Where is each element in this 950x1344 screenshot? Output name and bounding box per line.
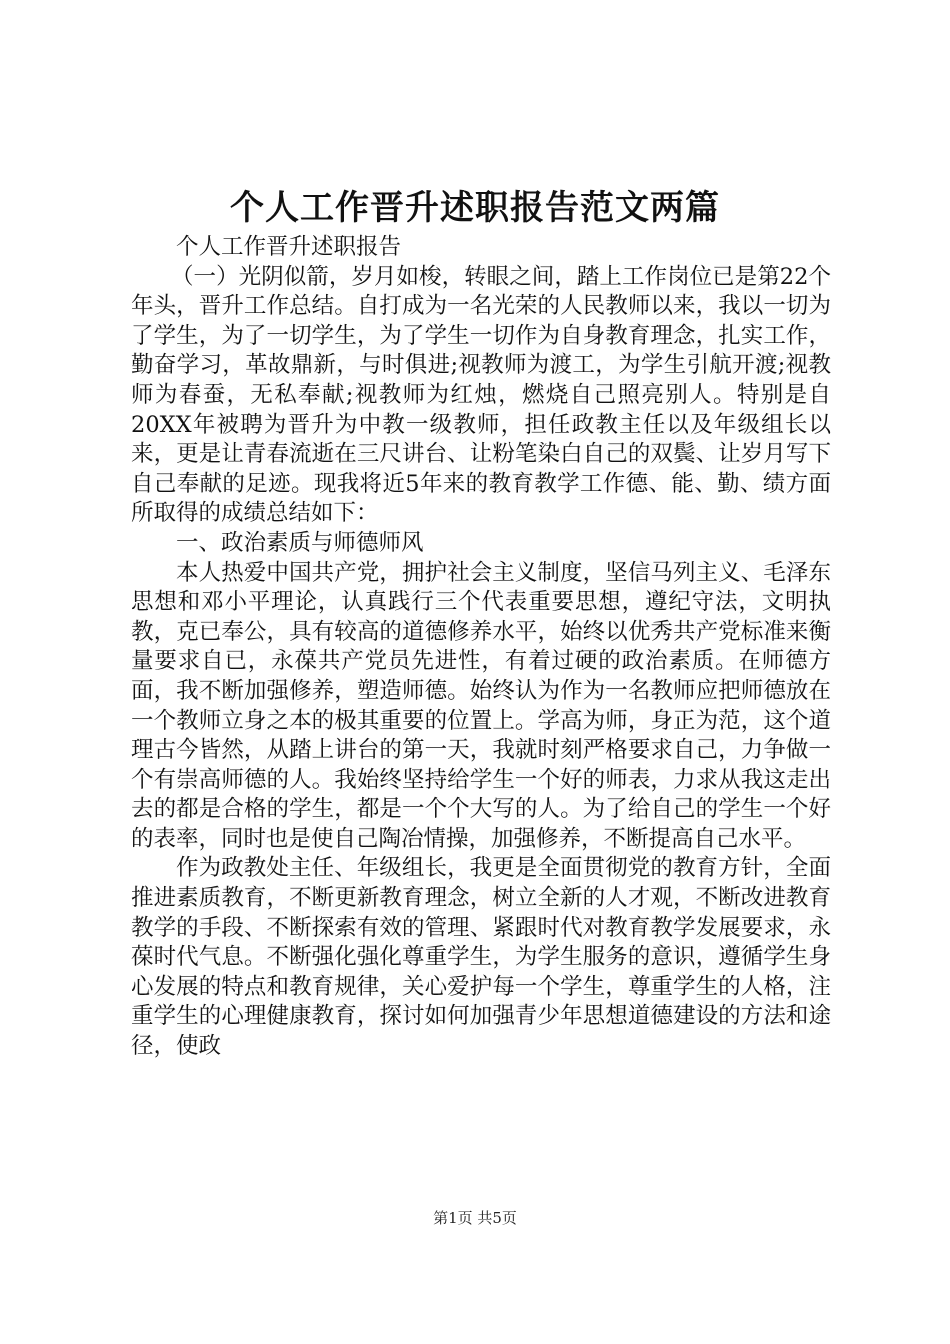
document-subtitle: 个人工作晋升述职报告 — [176, 234, 402, 260]
document-body — [131, 233, 831, 1062]
paragraph-intro: （一）光阴似箭，岁月如梭，转眼之间，踏上工作岗位已是第22个年头，晋升工作总结。自打成为一名光荣的人民教师以来，我以一切为了学生，为了一切学生，为了学生一切作为自身教育理念，扎实工作，勤奋学习，革故鼎新，与时俱进;视教师为渡工，为学生引航开渡;视教师为春蚕，无私奉献;视教师为红烛，燃烧自己照亮别人。特别是自20XX年被聘为晋升为中教一级教师，担任政教主任以及年级组长以来，更是让青春流逝在三尺讲台、让粉笔染白自己的双鬓、让岁月写下自己奉献的足迹。现我将近5年来的教育教学工作德、能、勤、绩方面所取得的成绩总结如下： — [131, 263, 831, 527]
section-heading: 一、政治素质与师德师风 — [176, 529, 424, 556]
paragraph-political-quality: 本人热爱中国共产党，拥护社会主义制度，坚信马列主义、毛泽东思想和邓小平理论，认真践行三个代表重要思想，遵纪守法，文明执教，克已奉公，具有较高的道德修养水平，始终以优秀共产党标准来衡量要求自已，永葆共产党员先进性，有着过硬的政治素质。在师德方面，我不断加强修养，塑造师德。始终认为作为一名教师应把师德放在一个教师立身之本的极其重要的位置上。学高为师，身正为范，这个道理古今皆然，从踏上讲台的第一天，我就时刻严格要求自己，力争做一个有崇高师德的人。我始终坚持给学生一个好的师表，力求从我这走出去的都是合格的学生，都是一个个大写的人。为了给自己的学生一个好的表率，同时也是使自己陶冶情操，加强修养，不断提高自己水平。 — [131, 559, 831, 852]
page-number-footer: 第1页 共5页 — [433, 1209, 517, 1227]
document-title: 个人工作晋升述职报告范文两篇 — [230, 188, 720, 228]
paragraph-management: 作为政教处主任、年级组长，我更是全面贯彻党的教育方针，全面推进素质教育，不断更新教育理念，树立全新的人才观，不断改进教育教学的手段、不断探索有效的管理、紧跟时代对教育教学发展要求，永葆时代气息。不断强化强化尊重学生，为学生服务的意识，遵循学生身心发展的特点和教育规律，关心爱护每一个学生，尊重学生的人格，注重学生的心理健康教育，探讨如何加强青少年思想道德建设的方法和途径，使政 — [131, 855, 831, 1060]
